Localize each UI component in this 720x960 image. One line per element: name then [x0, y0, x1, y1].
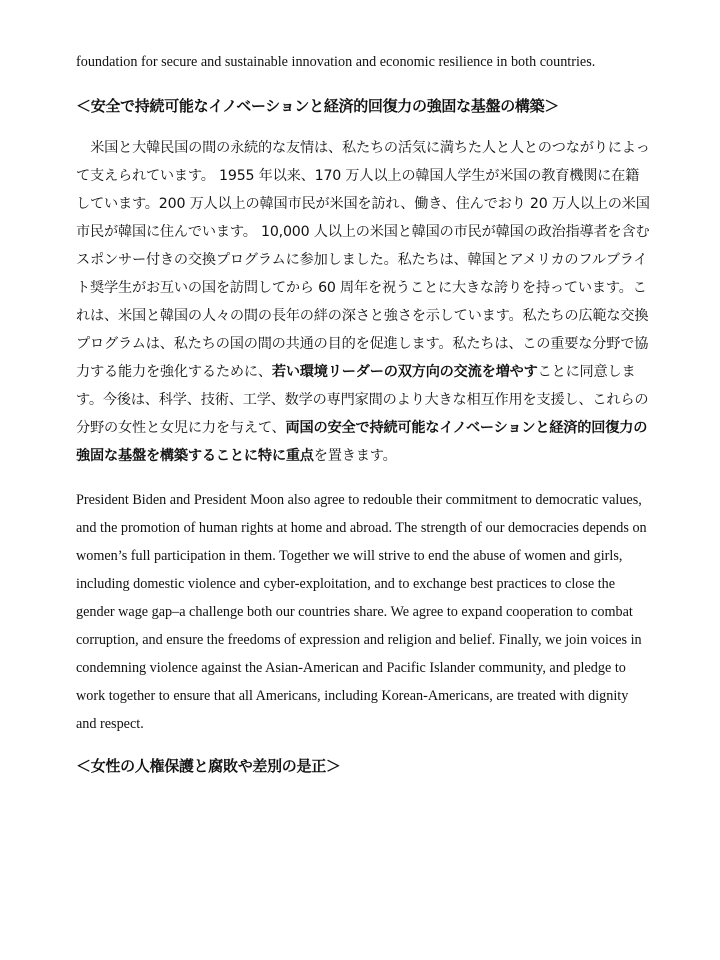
jp-text-part2: ことに同意します。今後は、科学、技術、工学、数学の専門家間のより大きな相互作用を支援し、これらの分野の女性と女児に力を与えて、 [76, 364, 649, 436]
section-heading-innovation: ＜安全で持続可能なイノベーションと経済的回復力の強固な基盤の構築＞ [76, 97, 560, 115]
jp-bold-foundation: 両国の安全で持続可能なイノベーションと経済的回復力の強固な基盤を構築することに特に重点 [76, 420, 648, 464]
japanese-paragraph [76, 134, 650, 470]
english-paragraph: President Biden and President Moon also agree to redouble their commitment to democratic values, and the promotion of human rights at home and abroad. The strength of our democracies depends on women’s full participation in them. Together we will strive to end the abuse of women and girls, including domestic violence and cyber-exploitation, and to exchange best practices to close the gender wage gap–a challenge both our countries share. We agree to expand cooperation to combat corruption, and ensure the freedoms of expression and religion and belief. Finally, we join voices in condemning violence against the Asian-American and Pacific Islander community, and pledge to work together to ensure that all Americans, including Korean-Americans, are treated with dignity and respect. [76, 492, 647, 732]
jp-bold-exchange: 若い環境リーダーの双方向の交流を増やす [271, 364, 538, 380]
document-page [76, 48, 650, 780]
intro-paragraph: foundation for secure and sustainable innovation and economic resilience in both countries. [76, 54, 596, 70]
jp-text-part3: を置きます。 [313, 448, 397, 464]
jp-text-part1: 米国と大韓民国の間の永続的な友情は、私たちの活気に満ちた人と人とのつながりによって支えられています。 1955 年以来、170 万人以上の韓国人学生が米国の教育機関に在籍しています。200 万人以上の韓国市民が米国を訪れ、働き、住んでおり 20 万人以上の米国市民が韓国に住んでいます。 10,000 人以上の米国と韓国の市民が韓国の政治指導者を含むスポンサー付きの交換プログラムに参加しました。私たちは、韓国とアメリカのフルブライト奨学生がお互いの国を訪問してから 60 周年を祝うことに大きな誇りを持っています。これは、米国と韓国の人々の間の長年の絆の深さと強さを示しています。私たちの広範な交換プログラムは、私たちの国の間の共通の目的を促進します。私たちは、この重要な分野で協力する能力を強化するために、 [76, 140, 650, 380]
section-heading-human-rights: ＜女性の人権保護と腐敗や差別の是正＞ [76, 757, 341, 775]
